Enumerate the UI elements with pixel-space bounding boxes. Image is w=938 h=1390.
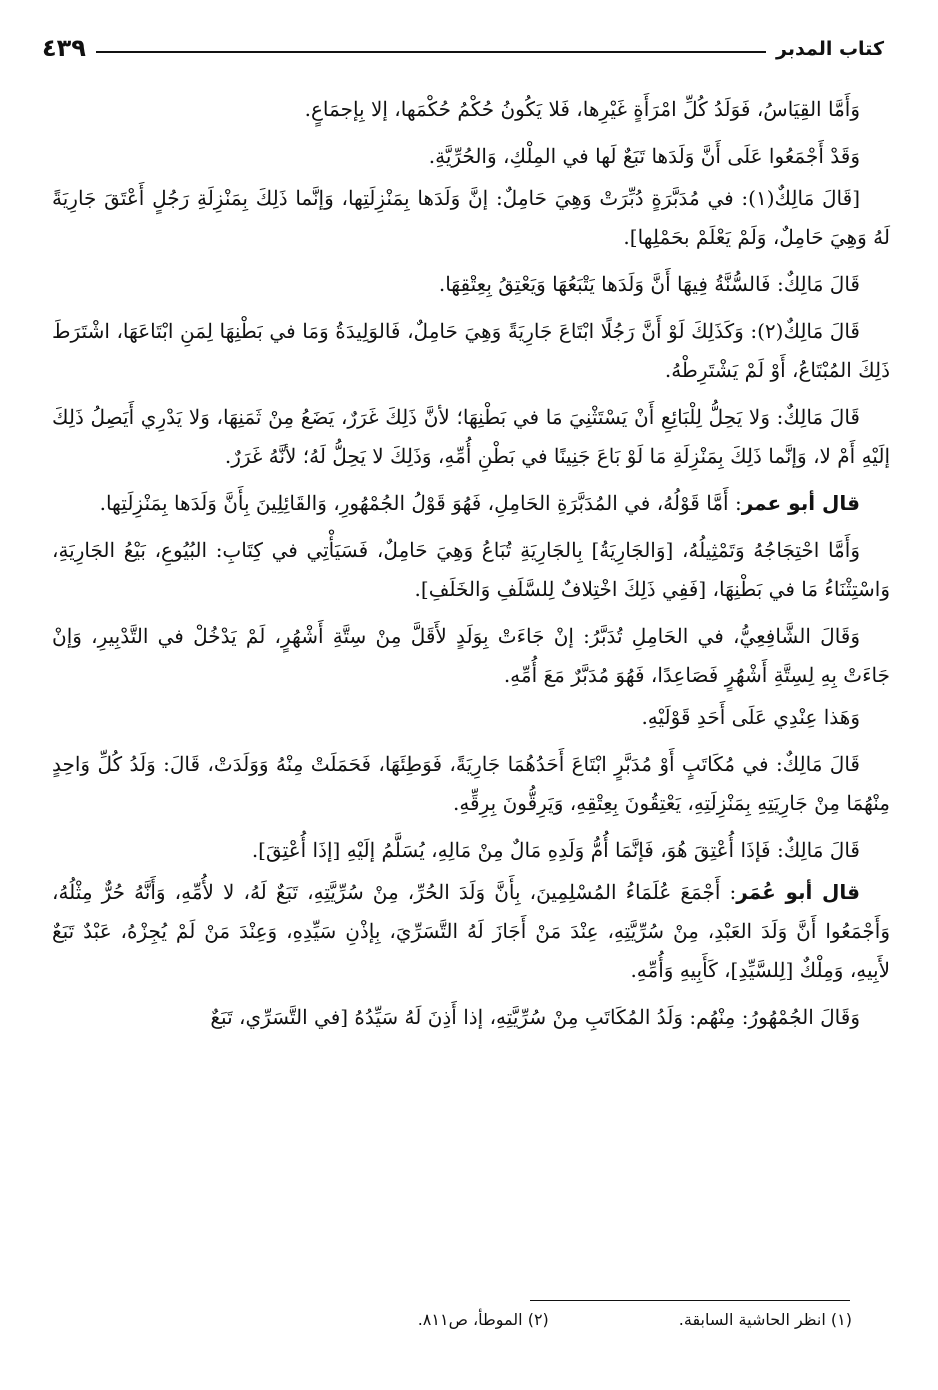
- paragraph: وَهَذا عِنْدِي عَلَى أَحَدِ قَوْلَيْهِ.: [641, 705, 860, 729]
- running-title: كتاب المدبر: [776, 38, 884, 60]
- paragraph: وَأَمَّا احْتِجَاجُهُ وَتَمْثِيلُهُ، [وَالجَارِيَةُ] بِالجَارِيَةِ تُبَاعُ وَهِيَ حَامِلٌ، فَسَيَأْتِي في كِتَابِ: البُيُوعِ، بَيْعُ الجَارِيَةِ، وَاسْتِثْنَاءُ مَا في بَطْنِهَا، [فَفِي ذَلِكَ اخْتِلافٌ لِلسَّلَفِ وَالخَلَفِ].: [52, 538, 890, 601]
- paragraph: قَالَ مَالِكٌ: وَلا يَحِلُّ لِلْبَائِعِ أَنْ يَسْتَثْنِيَ مَا في بَطْنِهَا؛ لأنَّ ذَلِكَ غَرَرٌ، يَضَعُ مِنْ ثَمَنِهَا، وَلا يَدْرِي أَيَصِلُ ذَلِكَ إلَيْهِ أَمْ لا، وَإنَّما ذَلِكَ بِمَنْزِلَةِ مَا لَوْ بَاعَ جَنِينًا في بَطْنِ أُمِّهِ، وَذَلِكَ لا يَحِلُّ لَهُ؛ لأنَّهُ غَرَرٌ.: [52, 405, 890, 468]
- footnote-1: (١) انظر الحاشية السابقة.: [678, 1310, 852, 1329]
- speaker-label: قال أبو عُمَر: [736, 880, 861, 904]
- footnotes: [52, 1310, 852, 1329]
- footnote-2: (٢) الموطأ، ص٨١١.: [417, 1310, 549, 1329]
- paragraph: قال أبو عُمَر: أَجْمَعَ عُلَمَاءُ المُسْلِمِينَ، بِأَنَّ وَلَدَ الحُرِّ، مِنْ سُرِّيَّتِهِ، تَبَعٌ لَهُ، لا لأُمِّهِ، وَأَنَّهُ حُرٌّ مِثْلُهُ، وَأَجْمَعُوا أَنَّ وَلَدَ العَبْدِ، مِنْ سُرِّيَّتِهِ، عِنْدَ مَنْ أَجَازَ لَهُ التَّسَرِّيَ، بِإذْنِ سَيِّدِهِ، وَعِنْدَ مَنْ لَمْ يُجِزْهُ، عَبْدٌ تَبَعٌ لأَبِيهِ، وَمِلْكٌ [لِلسَّيِّدِ]، كَأَبِيهِ وَأُمِّهِ.: [52, 880, 890, 982]
- page-number: ٤٣٩: [42, 34, 86, 62]
- page-header: [42, 26, 884, 60]
- paragraph: قَالَ مَالِكٌ(٢): وَكَذَلِكَ لَوْ أَنَّ رَجُلًا ابْتَاعَ جَارِيَةً وَهِيَ حَامِلٌ، فَالوَلِيدَةُ وَمَا في بَطْنِهَا لِمَنِ ابْتَاعَهَا، اشْتَرَطَ ذَلِكَ المُبْتَاعُ، أَوْ لَمْ يَشْتَرِطْهُ.: [52, 319, 890, 382]
- paragraph: قَالَ مَالِكٌ: في مُكَاتَبٍ أَوْ مُدَبَّرٍ ابْتَاعَ أَحَدُهُمَا جَارِيَةً، فَوَطِئَهَا، فَحَمَلَتْ مِنْهُ وَوَلَدَتْ، قَالَ: وَلَدُ كُلِّ وَاحِدٍ مِنْهُمَا مِنْ جَارِيَتِهِ بِمَنْزِلَتِهِ، يَعْتِقُونَ بِعِتْقِهِ، وَيَرِقُّونَ بِرِقِّهِ.: [52, 752, 890, 815]
- paragraph: [قَالَ مَالِكٌ(١): في مُدَبَّرَةٍ دُبِّرَتْ وَهِيَ حَامِلٌ: إنَّ وَلَدَها بِمَنْزِلَتِها، وَإنَّما ذَلِكَ بِمَنْزِلَةِ رَجُلٍ أَعْتَقَ جَارِيَةً لَهُ وَهِيَ حَامِلٌ، وَلَمْ يَعْلَمْ بحَمْلِها].: [52, 186, 890, 249]
- paragraph: وَأَمَّا القِيَاسُ، فَوَلَدُ كُلِّ امْرَأَةٍ غَيْرِها، فَلا يَكُونُ حُكْمُ حُكْمَها، إلا بِإجمَاعٍ.: [304, 97, 860, 121]
- paragraph: قال أبو عمر: أَمَّا قَوْلُهُ، في المُدَبَّرَةِ الحَامِلِ، فَهُوَ قَوْلُ الجُمْهُورِ، وَالقَائِلِينَ بِأَنَّ وَلَدَها بِمَنْزِلَتِها.: [99, 491, 860, 515]
- header-rule: [96, 51, 766, 53]
- paragraph: قَالَ مَالِكٌ: فَإذَا أُعْتِقَ هُوَ، فَإنَّمَا أُمُّ وَلَدِهِ مَالٌ مِنْ مَالِهِ، يُسَلَّمُ إلَيْهِ [إذَا أُعْتِقَ].: [251, 838, 860, 862]
- paragraph: وَقَدْ أَجْمَعُوا عَلَى أَنَّ وَلَدَها تَبَعٌ لَها في المِلْكِ، وَالحُرِّيَّةِ.: [428, 144, 860, 168]
- paragraph: وَقَالَ الجُمْهُورُ: مِنْهُم: وَلَدُ المُكَاتَبِ مِنْ سُرِّيَّتِهِ، إذا أَذِنَ لَهُ سَيِّدُهُ [في التَّسَرِّي، تَبَعٌ: [210, 1005, 860, 1029]
- main-text: [52, 90, 890, 1045]
- paragraph: قَالَ مَالِكٌ: فَالسُّنَّةُ فِيهَا أَنَّ وَلَدَها يَتْبَعُهَا وَيَعْتِقُ بِعِتْقِهَا.: [438, 272, 860, 296]
- paragraph: وَقَالَ الشَّافِعِيُّ، في الحَامِلِ تُدَبَّرُ: إنْ جَاءَتْ بِوَلَدٍ لأَقَلَّ مِنْ سِتَّةِ أَشْهُرٍ، لَمْ يَدْخُلْ في التَّدْبِيرِ، وَإنْ جَاءَتْ بِهِ لِسِتَّةِ أَشْهُرٍ فَصَاعِدًا، فَهُوَ مُدَبَّرٌ مَعَ أُمِّهِ.: [52, 624, 890, 687]
- footnote-rule: [530, 1300, 850, 1301]
- speaker-label: قال أبو عمر: [741, 491, 860, 515]
